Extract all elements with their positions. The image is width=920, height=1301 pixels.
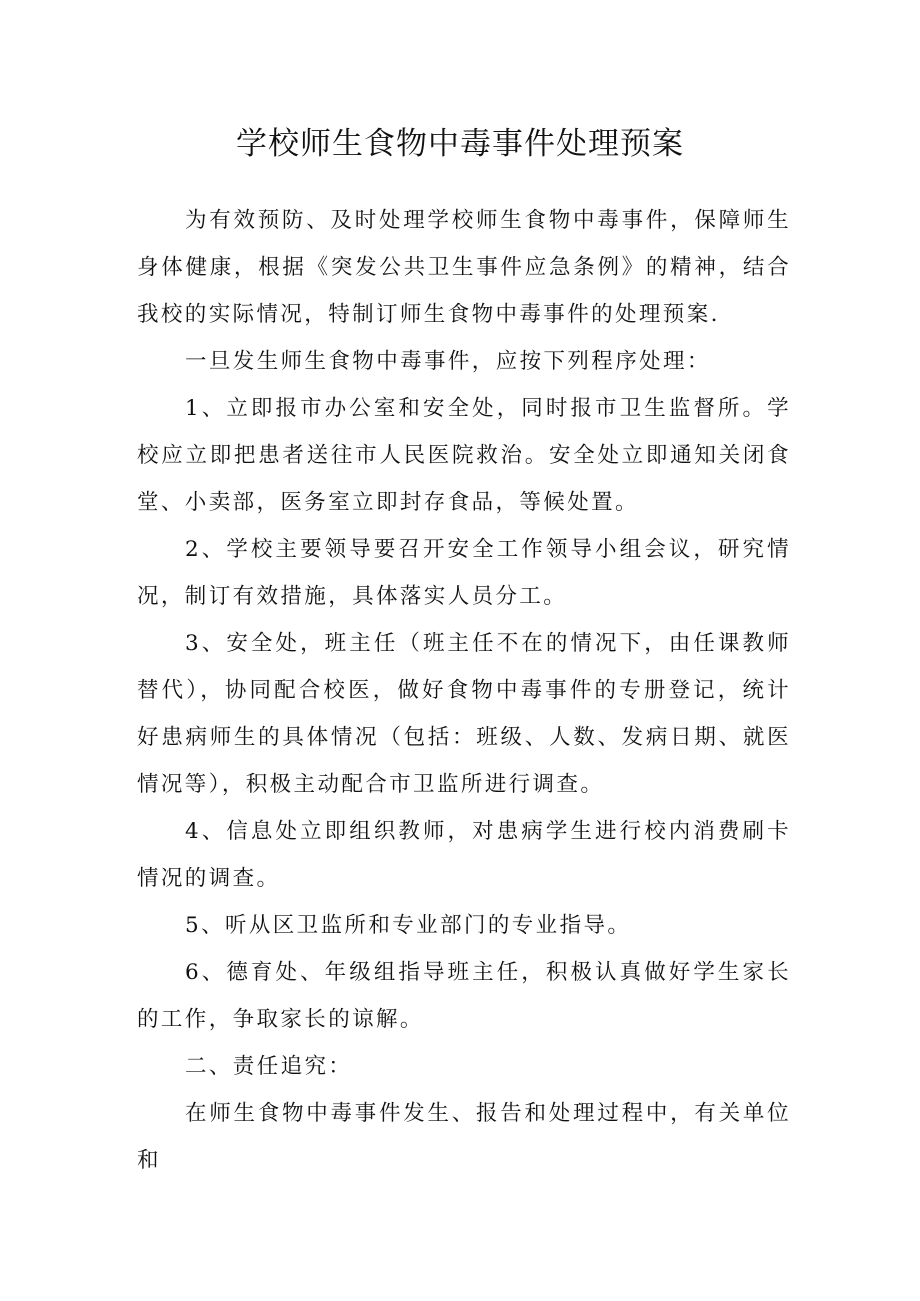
paragraph-step-5: 5、听从区卫监所和专业部门的专业指导。 — [185, 913, 632, 938]
paragraph-step-1: 1、立即报市办公室和安全处，同时报市卫生监督所。学校应立即把患者送往市人民医院救治。安全处立即通知关闭食堂、小卖部，医务室立即封存食品，等候处置。 — [137, 396, 791, 515]
paragraph-step-2: 2、学校主要领导要召开安全工作领导小组会议，研究情况，制订有效措施，具体落实人员分工。 — [137, 537, 791, 609]
paragraph-step-6: 6、德育处、年级组指导班主任，积极认真做好学生家长的工作，争取家长的谅解。 — [137, 960, 791, 1032]
paragraph-section-2-heading: 二、责任追究： — [185, 1054, 353, 1079]
paragraph-procedure-heading: 一旦发生师生食物中毒事件，应按下列程序处理： — [185, 349, 711, 374]
document-body — [137, 197, 791, 1184]
paragraph-step-4: 4、信息处立即组织教师，对患病学生进行校内消费刷卡情况的调查。 — [137, 819, 791, 891]
paragraph-intro: 为有效预防、及时处理学校师生食物中毒事件，保障师生身体健康，根据《突发公共卫生事件应急条例》的精神，结合我校的实际情况，特制订师生食物中毒事件的处理预案. — [137, 208, 791, 327]
paragraph-responsibility: 在师生食物中毒事件发生、报告和处理过程中，有关单位和 — [137, 1101, 791, 1173]
paragraph-step-3: 3、安全处，班主任（班主任不在的情况下，由任课教师替代），协同配合校医，做好食物中毒事件的专册登记，统计好患病师生的具体情况（包括：班级、人数、发病日期、就医情况等），积极主动配合市卫监所进行调查。 — [137, 631, 791, 797]
document-title: 学校师生食物中毒事件处理预案 — [236, 126, 684, 162]
